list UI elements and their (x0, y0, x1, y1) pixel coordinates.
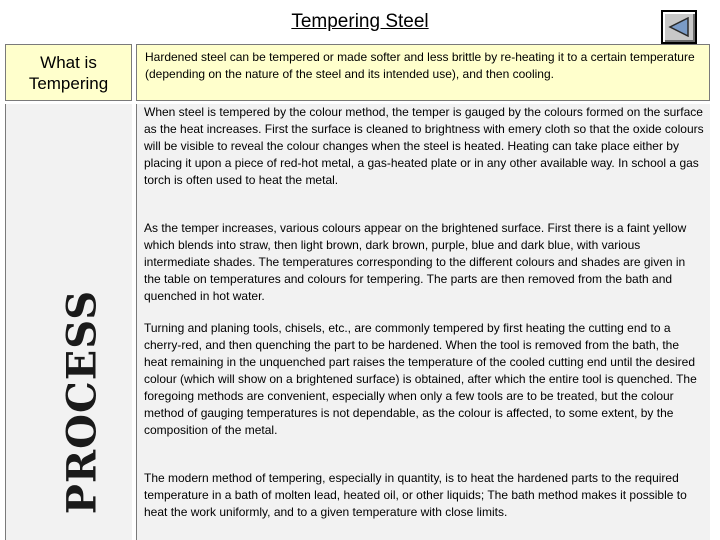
back-button[interactable] (661, 10, 697, 44)
process-content-panel (136, 104, 710, 540)
process-label-panel (5, 104, 132, 540)
what-is-tempering-heading: What is Tempering (28, 52, 109, 93)
process-paragraph: The modern method of tempering, especially in quantity, is to heat the hardened parts to the required temperature in a bath of molten lead, heated oil, or other liquids; The bath method makes it possible to heat the work uniformly, and to a given temperature with close limits. (144, 471, 687, 519)
process-paragraph: When steel is tempered by the colour method, the temper is gauged by the colours formed on the surface as the heat increases. First the surface is cleaned to brightness with emery cloth so that the oxide colours will be visible to reveal the colour changes when the steel is heated. Heating can take place either by placing it upon a piece of red-hot metal, a gas-heated plate or in any other available way. In school a gas torch is often used to heat the metal. (144, 105, 704, 187)
back-triangle-icon (668, 17, 690, 37)
page-title (0, 10, 720, 34)
process-paragraph: Turning and planing tools, chisels, etc., are commonly tempered by first heating the cutting end to a cherry-red, and then quenching the part to be hardened. When the tool is removed from the bath, the heat remaining in the unquenched part raises the temperature of the cooled cutting end until the desired colour (which will show on a brightened surface) is obtained, after which the entire tool is quenched. The foregoing methods are convenient, especially when only a few tools are to be treated, but the colour method of gauging temperatures is not dependable, as the colour is affected, to some extent, by the composition of the metal. (144, 321, 697, 437)
definition-box (136, 44, 710, 101)
what-is-tempering-heading-box (5, 44, 132, 101)
definition-text: Hardened steel can be tempered or made softer and less brittle by re-heating it to a certain temperature (depending on the nature of the steel and its intended use), and then cooling. (145, 50, 695, 81)
page-title-text: Tempering Steel (291, 11, 429, 32)
process-paragraph: As the temper increases, various colours appear on the brightened surface. First there is a faint yellow which blends into straw, then light brown, dark brown, purple, blue and dark blue, with various intermediate shades. The temperatures corresponding to the different colours and shades are given in the table on temperatures and colours for tempering. The parts are then removed from the bath and quenched in hot water. (144, 221, 687, 303)
process-label: PROCESS (58, 289, 106, 515)
